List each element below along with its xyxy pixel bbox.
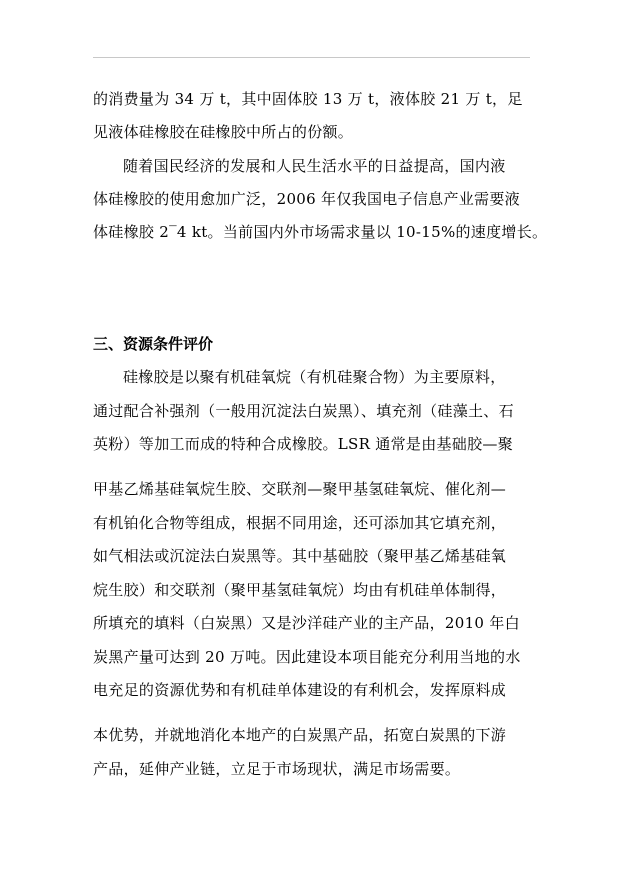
- paragraph2-line-2: 体硅橡胶的使用愈加广泛，2006 年仅我国电子信息产业需要液: [93, 190, 520, 208]
- paragraph1-line-1: 的消费量为 34 万 t，其中固体胶 13 万 t，液体胶 21 万 t，足: [93, 90, 523, 108]
- section-heading: 三、资源条件评价: [93, 335, 214, 353]
- paragraph3-line-10: 电充足的资源优势和有机硅单体建设的有利机会，发挥原料成: [93, 681, 507, 699]
- header-rule: [93, 57, 530, 58]
- paragraph3-line-8: 所填充的填料（白炭黑）又是沙洋硅产业的主产品，2010 年白: [93, 614, 520, 632]
- paragraph3-line-12: 产品，延伸产业链，立足于市场现状，满足市场需要。: [93, 760, 461, 778]
- paragraph3-line-3: 英粉）等加工而成的特种合成橡胶。LSR 通常是由基础胶—聚: [93, 435, 514, 453]
- paragraph3-line-2: 通过配合补强剂（一般用沉淀法白炭黑）、填充剂（硅藻土、石: [93, 402, 514, 420]
- paragraph3-line-4: 甲基乙烯基硅氧烷生胶、交联剂—聚甲基氢硅氧烷、催化剂—: [93, 480, 507, 498]
- paragraph3-line-6: 如气相法或沉淀法白炭黑等。其中基础胶（聚甲基乙烯基硅氧: [93, 547, 507, 565]
- paragraph3-line-5: 有机铂化合物等组成，根据不同用途，还可添加其它填充剂，: [93, 514, 507, 532]
- paragraph1-line-2: 见液体硅橡胶在硅橡胶中所占的份额。: [93, 123, 354, 141]
- paragraph2-line-1: 随着国民经济的发展和人民生活水平的日益提高，国内液: [123, 157, 506, 175]
- paragraph3-line-7: 烷生胶）和交联剂（聚甲基氢硅氧烷）均由有机硅单体制得，: [93, 581, 507, 599]
- paragraph3-line-1: 硅橡胶是以聚有机硅氧烷（有机硅聚合物）为主要原料，: [123, 368, 506, 386]
- paragraph2-line-3: 体硅橡胶 2‾4 kt。当前国内外市场需求量以 10-15%的速度增长。: [93, 223, 548, 241]
- paragraph3-line-11: 本优势，并就地消化本地产的白炭黑产品，拓宽白炭黑的下游: [93, 726, 507, 744]
- paragraph3-line-9: 炭黑产量可达到 20 万吨。因此建设本项目能充分利用当地的水: [93, 648, 521, 666]
